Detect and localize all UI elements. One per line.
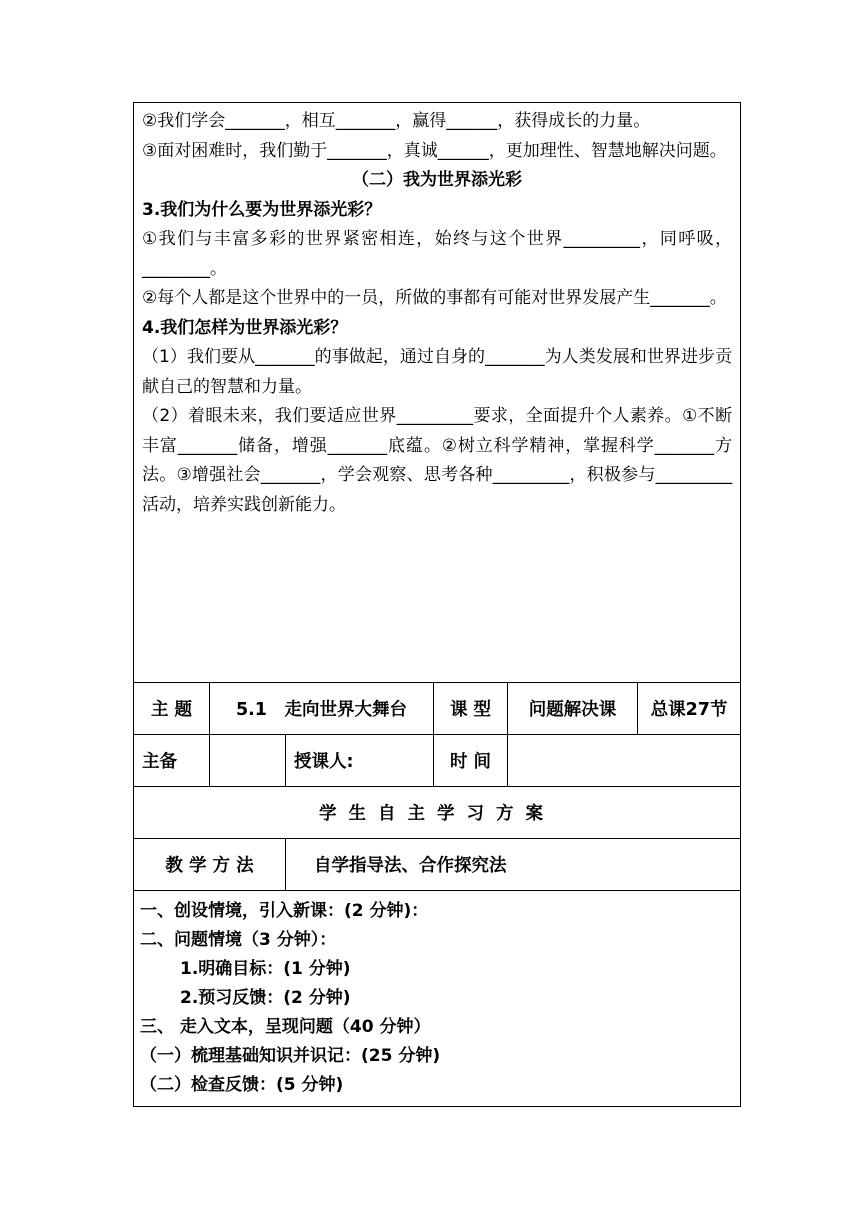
plan-title-cell [134,787,741,839]
procedure-text [134,891,740,1106]
question-4-title: 4.我们怎样为世界添光彩？ [142,317,348,338]
step-2-2: 2.预习反馈：(2 分钟) [180,988,351,1008]
topic-value: 5.1 走向世界大舞台 [210,683,434,735]
total-lessons: 总课27节 [638,683,741,735]
question-3-title: 3.我们为什么要为世界添光彩？ [142,199,382,220]
question-3-item-1: ①我们与丰富多彩的世界紧密相连，始终与这个世界_________，同呼吸，________。 [142,229,733,279]
type-value: 问题解决课 [508,683,638,735]
plan-title: 学生自主学习方案 [319,804,556,824]
plan-title-row [134,787,741,839]
lesson-plan-table [133,102,741,1107]
upper-section-cell [134,103,741,683]
time-label: 时 间 [434,735,508,787]
line-learn-together: ②我们学会_______，相互_______，赢得______，获得成长的力量。 [142,111,651,131]
type-label: 课 型 [434,683,508,735]
method-label: 教 学 方 法 [134,839,286,891]
time-value-empty [508,735,741,787]
step-3-2: （二）检查反馈：(5 分钟) [140,1075,344,1095]
upper-section-row [134,103,741,683]
method-value: 自学指导法、合作探究法 [286,839,741,891]
method-row [134,839,741,891]
line-face-difficulty: ③面对困难时，我们勤于_______，真诚______，更加理性、智慧地解决问题。 [142,140,727,161]
step-3-1: （一）梳理基础知识并识记：(25 分钟) [140,1046,441,1066]
lesson-plan-sheet [133,102,740,1107]
section-heading-add-color: （二）我为世界添光彩 [352,170,523,190]
prep-label: 主备 [134,735,210,787]
topic-label: 主 题 [134,683,210,735]
question-3-item-2: ②每个人都是这个世界中的一员，所做的事都有可能对世界发展产生_______。 [142,288,727,308]
procedure-row [134,891,741,1107]
step-2: 二、问题情境（3 分钟）： [140,930,337,950]
prep-value-empty [210,735,286,787]
teacher-label: 授课人: [286,735,434,787]
step-3: 三、 走入文本，呈现问题（40 分钟） [140,1017,431,1037]
info-row-topic [134,683,741,735]
question-4-item-2: （2）着眼未来，我们要适应世界_________要求，全面提升个人素养。①不断丰富_______储备，增强_______底蕴。②树立科学精神，掌握科学_______方法。③增强社会_______，学会观察、思考各种_________，积极参与_________活动，培养实践创新能力。 [142,406,733,515]
step-2-1: 1.明确目标：(1 分钟) [180,959,351,979]
info-row-teacher [134,735,741,787]
upper-section-text [134,103,740,520]
question-4-item-1: （1）我们要从_______的事做起，通过自身的_______为人类发展和世界进步贡献自己的智慧和力量。 [142,347,733,397]
procedure-cell [134,891,741,1107]
step-1: 一、创设情境，引入新课：(2 分钟)： [140,901,429,921]
